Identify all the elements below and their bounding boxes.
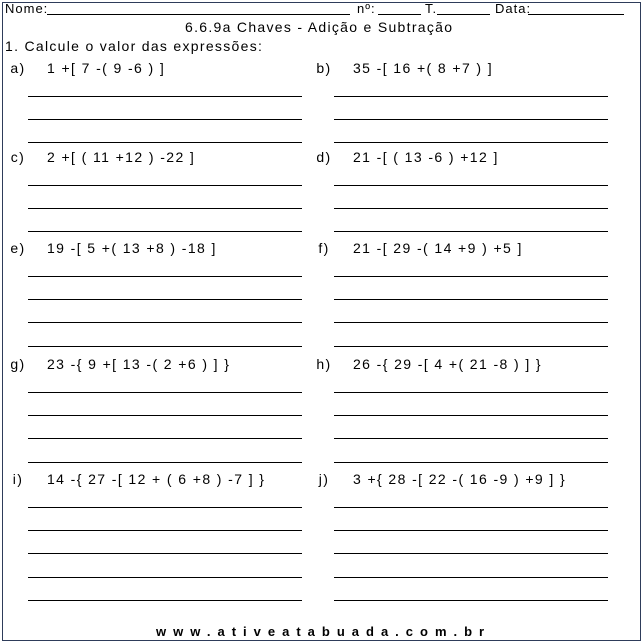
answer-line (334, 276, 608, 277)
problem-expression: 21 -[ ( 13 -6 ) +12 ] (353, 149, 499, 165)
problem-label: i) (12, 471, 24, 487)
problem-i (0, 472, 316, 612)
name-label: Nome: (5, 1, 49, 16)
problem-expression: 2 +[ ( 11 +12 ) -22 ] (47, 149, 196, 165)
answer-line (334, 208, 608, 209)
answer-line (334, 553, 608, 554)
answer-line (334, 462, 608, 463)
problem-expression: 21 -[ 29 -( 14 +9 ) +5 ] (353, 240, 523, 256)
number-blank-line (378, 2, 421, 15)
problem-label: d) (316, 149, 332, 165)
date-label: Data: (495, 1, 532, 16)
answer-line (334, 231, 608, 232)
footer-website: www.ativeatabuada.com.br (156, 624, 492, 639)
class-label: T. (425, 1, 438, 16)
answer-line (28, 462, 302, 463)
answer-line (334, 392, 608, 393)
answer-line (28, 276, 302, 277)
problem-expression: 19 -[ 5 +( 13 +8 ) -18 ] (47, 240, 217, 256)
answer-line (334, 415, 608, 416)
answer-line (28, 231, 302, 232)
answer-line (334, 119, 608, 120)
problem-expression: 26 -{ 29 -[ 4 +( 21 -8 ) ] } (353, 356, 543, 372)
answer-line (28, 553, 302, 554)
answer-line (28, 96, 302, 97)
answer-line (334, 438, 608, 439)
problem-label: j) (318, 471, 330, 487)
answer-line (334, 530, 608, 531)
worksheet-title: 6.6.9a Chaves - Adição e Subtração (185, 19, 454, 35)
answer-line (334, 142, 608, 143)
answer-line (28, 600, 302, 601)
answer-line (334, 96, 608, 97)
answer-line (28, 185, 302, 186)
problem-expression: 1 +[ 7 -( 9 -6 ) ] (47, 60, 166, 76)
name-blank-line (47, 2, 350, 15)
problem-label: c) (10, 149, 26, 165)
answer-line (28, 346, 302, 347)
problem-label: a) (10, 60, 26, 76)
answer-line (28, 530, 302, 531)
problem-j (306, 472, 622, 612)
answer-line (28, 322, 302, 323)
instruction-text: 1. Calcule o valor das expressões: (5, 38, 264, 54)
answer-line (28, 415, 302, 416)
answer-line (28, 208, 302, 209)
answer-line (28, 119, 302, 120)
number-label: nº: (357, 1, 376, 16)
problem-label: e) (10, 240, 26, 256)
problem-expression: 35 -[ 16 +( 8 +7 ) ] (353, 60, 494, 76)
problem-label: h) (316, 356, 332, 372)
answer-line (334, 299, 608, 300)
answer-line (28, 299, 302, 300)
problem-label: g) (10, 356, 26, 372)
answer-line (334, 322, 608, 323)
answer-line (334, 185, 608, 186)
answer-line (334, 507, 608, 508)
problem-expression: 3 +{ 28 -[ 22 -( 16 -9 ) +9 ] } (353, 471, 567, 487)
problem-label: b) (316, 60, 332, 76)
problem-label: f) (318, 240, 330, 256)
class-blank-line (437, 2, 490, 15)
date-blank-line (528, 2, 624, 15)
answer-line (334, 577, 608, 578)
answer-line (28, 438, 302, 439)
answer-line (28, 507, 302, 508)
answer-line (334, 600, 608, 601)
answer-line (28, 577, 302, 578)
answer-line (334, 346, 608, 347)
problem-expression: 14 -{ 27 -[ 12 + ( 6 +8 ) -7 ] } (47, 471, 266, 487)
problem-expression: 23 -{ 9 +[ 13 -( 2 +6 ) ] } (47, 356, 231, 372)
answer-line (28, 392, 302, 393)
answer-line (28, 142, 302, 143)
